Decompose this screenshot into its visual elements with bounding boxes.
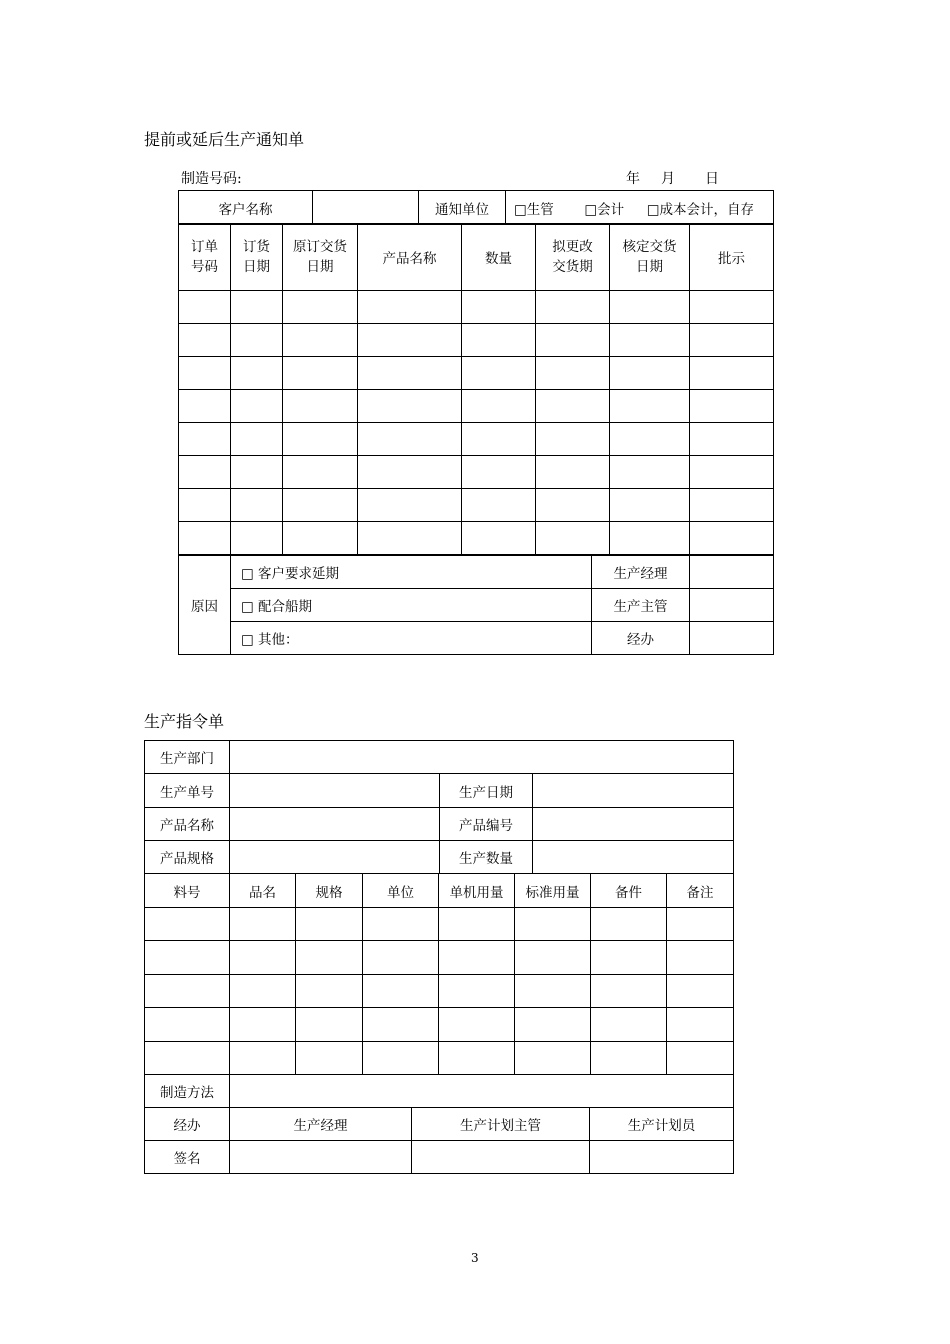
col-order-date: 订货 日期	[231, 224, 283, 291]
table-row	[179, 357, 774, 390]
table-row	[145, 975, 734, 1008]
table-row	[179, 423, 774, 456]
notice-header-table	[178, 190, 774, 225]
sign-prod-manager-field[interactable]	[230, 1141, 412, 1174]
materials-table	[144, 873, 734, 1075]
prod-qty-field[interactable]	[533, 841, 734, 874]
reason-label: 原因	[179, 556, 231, 655]
table-row	[179, 489, 774, 522]
signoff-table	[144, 1074, 734, 1174]
sign-planner-field[interactable]	[590, 1141, 734, 1174]
col-standard-usage: 标准用量	[515, 874, 591, 908]
dept-label: 生产部门	[145, 741, 230, 774]
role-planning-supervisor: 生产计划主管	[412, 1108, 590, 1141]
role-prod-manager: 生产经理	[230, 1108, 412, 1141]
col-item-name: 品名	[230, 874, 296, 908]
day-label: 日	[705, 171, 719, 187]
col-product-name: 产品名称	[358, 224, 462, 291]
product-spec-field[interactable]	[230, 841, 440, 874]
approval-prod-manager: 生产经理	[592, 556, 690, 589]
notify-unit-options	[506, 191, 774, 225]
approval-prod-supervisor: 生产主管	[592, 589, 690, 622]
table-row	[145, 1042, 734, 1075]
prod-qty-label: 生产数量	[440, 841, 533, 874]
col-proposed-delivery: 拟更改 交货期	[536, 224, 610, 291]
production-order-title: 生产指令单	[144, 712, 225, 731]
reason-customer-delay[interactable]: □ 客户要求延期	[231, 556, 592, 589]
notice-title: 提前或延后生产通知单	[144, 130, 305, 149]
table-row	[179, 522, 774, 555]
order-no-label: 生产单号	[145, 774, 230, 808]
method-label: 制造方法	[145, 1075, 230, 1108]
handler-label: 经办	[145, 1108, 230, 1141]
mfg-number-label: 制造号码:	[181, 171, 242, 187]
dept-field[interactable]	[230, 741, 734, 774]
table-row	[179, 291, 774, 324]
col-remarks: 备注	[667, 874, 734, 908]
customer-name-label: 客户名称	[179, 191, 313, 225]
sign-planning-supervisor-field[interactable]	[412, 1141, 590, 1174]
col-spare: 备件	[591, 874, 667, 908]
checkbox-production[interactable]: □生管	[514, 201, 554, 218]
table-row	[179, 456, 774, 489]
order-no-field[interactable]	[230, 774, 440, 808]
sign-label: 签名	[145, 1141, 230, 1174]
approval-prod-supervisor-field[interactable]	[690, 589, 774, 622]
col-part-no: 料号	[145, 874, 230, 908]
page-number: 3	[471, 1251, 479, 1265]
col-spec: 规格	[296, 874, 363, 908]
month-label: 月	[661, 171, 675, 187]
product-name-field[interactable]	[230, 808, 440, 841]
table-row	[179, 390, 774, 423]
col-unit-usage: 单机用量	[439, 874, 515, 908]
product-name-label: 产品名称	[145, 808, 230, 841]
checkbox-cost-accounting[interactable]: □成本会计，自存	[646, 201, 754, 218]
table-row	[145, 941, 734, 975]
col-order-number: 订单 号码	[179, 224, 231, 291]
col-original-delivery-date: 原订交货 日期	[283, 224, 358, 291]
notify-unit-label: 通知单位	[419, 191, 506, 225]
table-row	[145, 1008, 734, 1042]
prod-date-label: 生产日期	[440, 774, 533, 808]
reason-shipping-schedule[interactable]: □ 配合船期	[231, 589, 592, 622]
col-quantity: 数量	[462, 224, 536, 291]
table-row	[145, 908, 734, 941]
approval-handler-field[interactable]	[690, 622, 774, 655]
customer-name-field[interactable]	[313, 191, 419, 225]
product-code-label: 产品编号	[440, 808, 533, 841]
role-planner: 生产计划员	[590, 1108, 734, 1141]
approval-prod-manager-field[interactable]	[690, 556, 774, 589]
product-spec-label: 产品规格	[145, 841, 230, 874]
checkbox-accounting[interactable]: □会计	[584, 201, 625, 218]
prod-date-field[interactable]	[533, 774, 734, 808]
table-row	[179, 324, 774, 357]
reason-other[interactable]: □ 其他：	[231, 622, 592, 655]
notice-order-table	[178, 223, 774, 555]
product-code-field[interactable]	[533, 808, 734, 841]
approval-handler: 经办	[592, 622, 690, 655]
year-label: 年	[626, 171, 640, 187]
col-instruction: 批示	[690, 224, 774, 291]
reason-table	[178, 555, 774, 655]
col-unit: 单位	[363, 874, 439, 908]
method-field[interactable]	[230, 1075, 734, 1108]
production-order-info-table	[144, 740, 734, 874]
col-approved-delivery-date: 核定交货 日期	[610, 224, 690, 291]
